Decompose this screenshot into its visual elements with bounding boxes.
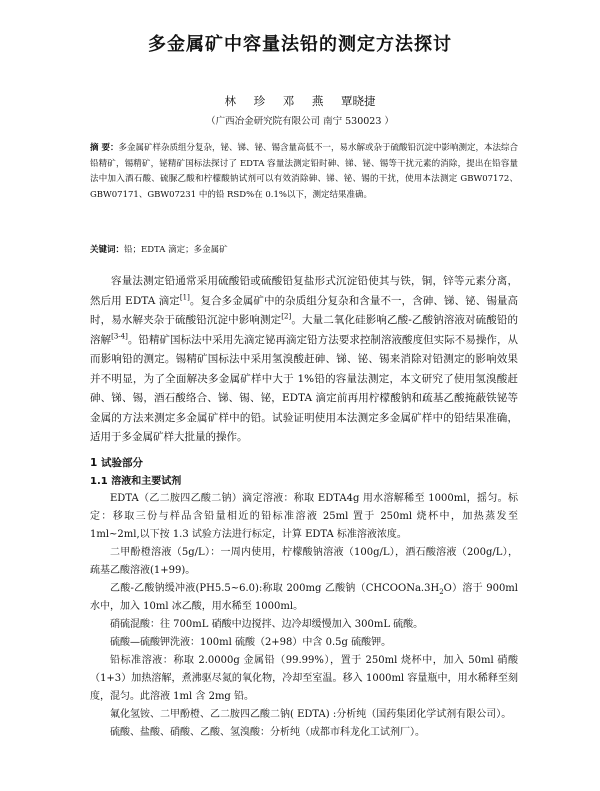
reagent-lead-standard: 铅标准溶液：称取 2.0000g 金属铅（99.99%），置于 250ml 烧杯中，加入 50ml 硝酸（1+3）加热溶解，煮沸驱尽氮的氧化物，冷却至室温。移入 1000ml 容量瓶中，用水稀释至刻度，混匀。此溶液 1ml 含 2mg 铅。 [90,654,518,702]
intro-text-1: 容量法测定铅通常采用硫酸铅或硫酸铅复盐形式沉淀铅使其与铁，铜，锌等元素分离，然后用 EDTA 滴定 [90,275,518,307]
citation-2: [2] [281,312,292,321]
abstract-label: 摘 要： [90,143,119,153]
buffer-text-1: 乙酸-乙酸钠缓冲液(PH5.5~6.0):称取 200mg 乙酸钠（CHCOONa.3H [110,582,440,594]
citation-3: [3-4] [111,332,128,340]
reagent-buffer [90,580,518,616]
author-list: 林 珍 邓 燕 覃晓捷 [224,94,376,108]
reagent-wash: 硫酸—硫酸钾洗液：100ml 硫酸（2+98）中含 0.5g 硫酸钾。 [110,636,392,648]
abstract-text: 多金属矿样杂质组分复杂，铋、锑、铋、锡含量高低不一，易水解或杂于硫酸铅沉淀中影响测定，本法综合铅精矿，锡精矿，铋精矿国标法探讨了 EDTA 容量法测定铅时砷、锑、铋、锡等干扰元素的消除，提出在铅容量法中加入酒石酸、硫脲乙酸和柠檬酸钠试剂可以有效消除砷、锑、铋、锡的干扰，使用本法测定 GBW07172、GBW07171、GBW07231 中的铅 RSD%在 0.1%以下，测定结果准确。 [90,143,518,200]
paper-title: 多金属矿中容量法铅的测定方法探讨 [148,34,452,55]
intro-text-2: 。复合多金属矿中的杂质组分复杂和含量不一，含砷、锑、铋、锡量高时，易水解夹杂于硫酸铅沉淀中影响测定 [90,294,519,326]
body-text [90,272,518,742]
citation-1: [1] [179,293,190,301]
reagent-xylenol: 二甲酚橙溶液（5g/L）：一周内使用，柠檬酸钠溶液（100g/L），酒石酸溶液（200g/L），疏基乙酸溶液(1+99)。 [90,546,518,576]
reagent-mixed-acid: 硝硫混酸：往 700mL 硝酸中边搅拌、边冷却缓慢加入 300mL 硫酸。 [110,618,424,630]
buffer-subscript: 2 [439,587,444,596]
section-heading-1: 1 试验部分 [90,456,143,469]
section-heading-1-1: 1.1 溶液和主要试剂 [90,475,182,487]
abstract [90,141,518,203]
keywords [90,243,518,258]
affiliation: （广西冶金研究院有限公司 南宁 530023 ） [206,116,394,127]
keywords-label: 关键词： [90,245,125,255]
reagent-edta: EDTA（乙二胺四乙酸二钠）滴定溶液：称取 EDTA4g 用水溶解稀至 1000ml，摇匀。标定：移取三份与样品含铅量相近的铅标准溶液 25ml 置于 250ml 烧杯中，加热蒸发至 1ml~2ml,以下按 1.3 试验方法进行标定，计算 EDTA 标准溶液浓度。 [90,492,518,540]
intro-paragraph [90,272,518,448]
reagent-others: 氟化氢铵、二甲酚橙、乙二胺四乙酸二钠( EDTA) :分析纯（国药集团化学试剂有限公司）。 [110,708,512,720]
buffer-text-2: O）溶于 900ml 水中，加入 10ml 冰乙酸，用水稀至 1000ml。 [90,582,518,612]
intro-text-4: 。铅精矿国标法中采用先滴定铋再滴定铅方法要求控制溶液酸度但实际不易操作，从而影响铅的测定。锡精矿国标法中采用氢溴酸赶砷、锑、铋、锡来消除对铅测定的影响效果并不明显，为了全面解决多金属矿样中大于 1%铅的容量法测定，本文研究了使用氢溴酸赶砷、锑、锡，酒石酸络合、锑、锡、铋，EDTA 滴定前再用柠檬酸钠和疏基乙酸掩蔽铁铋等金属的方法来测定多金属矿样中的铅。试验证明使用本法测定多金属矿样中的铅结果准确，适用于多金属矿样大批量的操作。 [90,333,519,443]
intro-text-3: 。大量二氧化硅影响乙酸-乙酸钠溶液对硫酸铅的溶解 [90,314,518,346]
keywords-text: 铅；EDTA 滴定；多金属矿 [124,245,228,255]
reagent-acids: 硫酸、盐酸、硝酸、乙酸、氢溴酸：分析纯（成都市科龙化工试剂厂）。 [110,726,425,738]
